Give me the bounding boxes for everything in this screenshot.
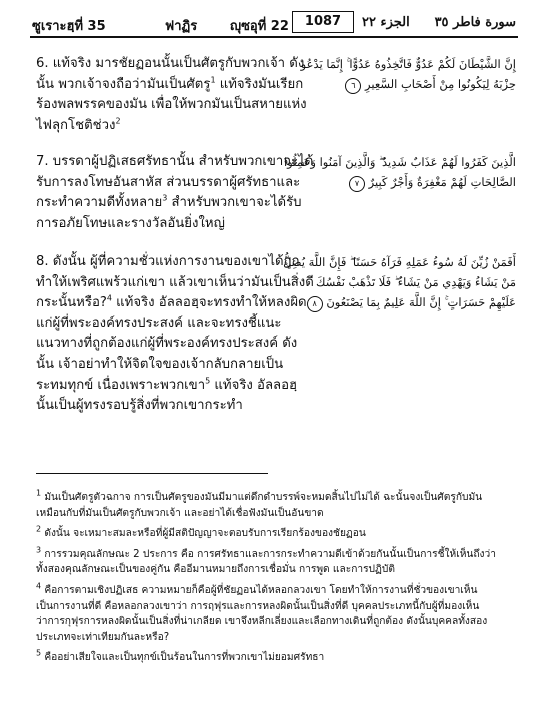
footnote-ref: 5 [205,376,211,386]
footnote: $^4$ คือการตามเชิงปฏิเสธ ความหมายก็คือผู้ที่ชัยฏอนได้หลอกลวงเขา โดยทำให้การงานที่ชั่วของเขาเห็นเป็นการงานที่ดี คือหลอกลวงเขาว่า การฤฟุรและการหลงผิดนั้นเป็นสิ่งที่ดี บุคคลประเภทนี้กับผู้ที่มองเห็นว่าการกุฟุรการหลงผิดนั้นเป็นสิ่งที่น่าเกลียด เขาจึงหลีกเลี่ยงและเลือกทางเดินที่ถูกต้อง ดังนั้นบุคคลทั้งสองประเภทจะเท่าเทียมกันละหรือ? [36,581,488,643]
footnote-ref: 4 [106,293,112,303]
footnote-ref: 3 [162,193,168,203]
surah-name-thai: ฟาฏิร [165,19,198,34]
verse-translation: 7. บรรดาผู้ปฏิเสธศรัทธานั้น สำหรับพวกเขาจะได้รับการลงโทษอันสาหัส ส่วนบรรดาผู้ศรัทธาและกระทำความดีทั้งหลาย$^3$ สำหรับพวกเขาจะได้รับการอภัยโทษและรางวัลอันยิ่งใหญ่ [36,154,314,231]
juz-label-arabic: الجزء ٢٢ [362,15,410,30]
verse-translation: 6. แท้จริง มารชัยฏอนนั้นเป็นศัตรูกับพวกเจ้า ดังนั้น พวกเจ้าจงถือว่ามันเป็นศัตรู$^1$ แท้จริงมันเรียกร้องพลพรรคของมัน เพื่อให้พวกมันเป็นสหายแห่งไฟลุกโชติช่วง$^2$ [36,56,307,133]
verse-arabic: إِنَّ الشَّيْطَانَ لَكُمْ عَدُوٌّ فَاتَّخِذُوهُ عَدُوًّا ۚ إِنَّمَا يَدْعُو حِزْبَهُ لِيَكُونُوا مِنْ أَصْحَابِ السَّعِيرِ ٦ [328,54,516,94]
footnote: $^1$ มันเป็นศัตรูตัวฉกาจ การเป็นศัตรูของมันมีมาแต่ดึกดำบรรพ์จะหมดสิ้นไปไม่ได้ ฉะนั้นจงเป็นศัตรูกับมัน เหมือนกับที่มันเป็นศัตรูกับพวกเจ้า และอย่าได้เชื่อฟังมันเป็นอันขาด [36,488,483,519]
page-number: 1087 [292,11,354,33]
surah-label-arabic: سورة فاطر ٣٥ [434,15,516,30]
verse-arabic: أَفَمَنْ زُيِّنَ لَهُ سُوءُ عَمَلِهِ فَرَآهُ حَسَنًا ۖ فَإِنَّ اللَّهَ يُضِلُّ مَنْ يَشَاءُ وَيَهْدِي مَنْ يَشَاءُ ۖ فَلَا تَذْهَبْ نَفْسُكَ عَلَيْهِمْ حَسَرَاتٍ ۚ إِنَّ اللَّهَ عَلِيمٌ بِمَا يَصْنَعُونَ ٨ [328,252,516,312]
verse-number-marker: ٦ [345,78,361,94]
footnote-divider [36,473,268,474]
verse-number-marker: ٧ [349,176,365,192]
footnote: $^2$ ดังนั้น จะเหมาะสมละหรือที่ผู้มีสติปัญญาจะตอบรับการเรียกร้องของชัยฏอน [36,524,366,540]
footnotes [36,490,506,671]
page-header [30,10,518,36]
footnote: $^3$ การรวมคุณลักษณะ 2 ประการ คือ การศรัทธาและการกระทำความดีเข้าด้วยกันนั้นเป็นการชี้ให้เห็นถึงว่าทั้งสองคุณลักษณะเป็นของคู่กัน คืออีมานหมายถึงการเชื่อมั่น การพูด และการปฏิบัติ [36,545,496,576]
juz-label-thai: ญุซอุที่ 22 [230,19,289,34]
verse-translation: 8. ดังนั้น ผู้ที่ความชั่วแห่งการงานของเขาได้ถูกทำให้เพริศแพร้วแก่เขา แล้วเขาเห็นว่ามันเป็นสิ่งดีกระนั้นหรือ?$^4$ แท้จริง อัลลอฮฺจะทรงทำให้หลงผิดแก่ผู้ที่พระองค์ทรงประสงค์ และจะทรงชี้แนะแนวทางที่ถูกต้องแก่ผู้ที่พระองค์ทรงประสงค์ ดังนั้น เจ้าอย่าทำให้จิตใจของเจ้ากลับกลายเป็นระทมทุกข์ เนื่องเพราะพวกเขา$^5$ แท้จริง อัลลอฮฺนั้นเป็นผู้ทรงรอบรู้สิ่งที่พวกเขากระทำ [36,254,314,414]
footnote: $^5$ คืออย่าเสียใจและเป็นทุกข์เป็นร้อนในการที่พวกเขาไม่ยอมศรัทธา [36,648,325,664]
footnote-ref: 1 [210,75,216,85]
surah-label-thai: ซูเราะฮฺที่ 35 [32,19,106,34]
verse-arabic: الَّذِينَ كَفَرُوا لَهُمْ عَذَابٌ شَدِيدٌ ۖ وَالَّذِينَ آمَنُوا وَعَمِلُوا الصَّالِحَاتِ لَهُمْ مَغْفِرَةٌ وَأَجْرٌ كَبِيرٌ ٧ [328,152,516,192]
footnote-ref: 2 [115,116,121,126]
header-divider [30,36,518,38]
verse-number-marker: ٨ [307,296,323,312]
